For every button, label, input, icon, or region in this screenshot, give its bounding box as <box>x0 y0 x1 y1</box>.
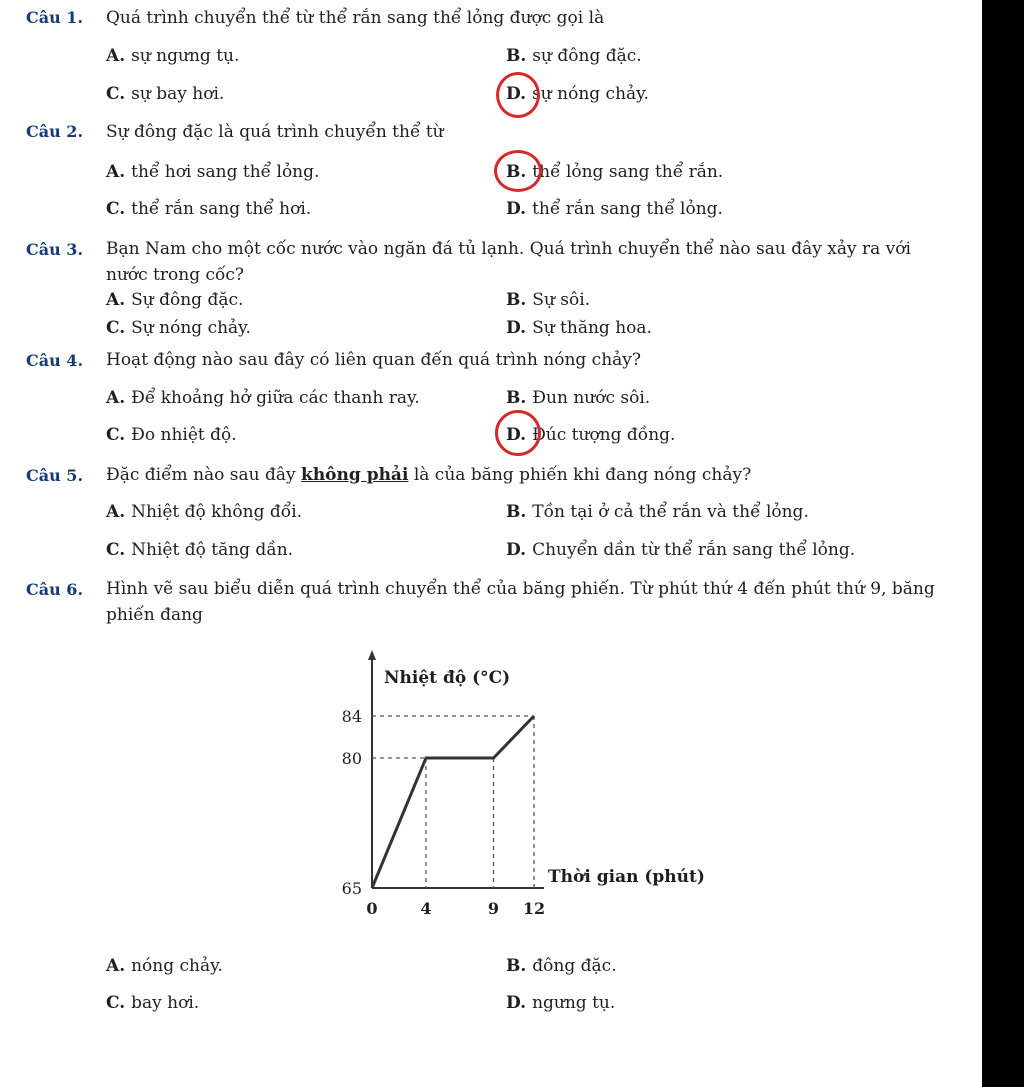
x-tick-label: 0 <box>366 899 378 918</box>
question-5-option-d: D. Chuyển dần từ thể rắn sang thể lỏng. <box>506 540 856 560</box>
question-2-option-a: A. thể hơi sang thể lỏng. <box>106 162 320 182</box>
question-2-option-c: C. thể rắn sang thể hơi. <box>106 199 312 219</box>
question-6-option-d: D. ngưng tụ. <box>506 993 616 1013</box>
question-6-option-b: B. đông đặc. <box>506 956 617 976</box>
phase-change-chart <box>320 648 740 933</box>
question-3-text: Bạn Nam cho một cốc nước vào ngăn đá tủ lạnh. Quá trình chuyển thể nào sau đây xảy ra với nước trong cốc? <box>106 239 911 285</box>
question-5-emphasis: không phải <box>301 465 409 485</box>
question-1-option-d: D. sự nóng chảy. <box>506 84 649 104</box>
question-5-option-b: B. Tồn tại ở cả thể rắn và thể lỏng. <box>506 502 809 522</box>
question-1-option-b: B. sự đông đặc. <box>506 46 642 66</box>
x-tick-label: 12 <box>522 899 546 918</box>
question-1-text: Quá trình chuyển thể từ thể rắn sang thể lỏng được gọi là <box>106 8 605 28</box>
x-tick-label: 4 <box>420 899 432 918</box>
question-3-option-a: A. Sự đông đặc. <box>106 290 244 310</box>
temperature-series-line <box>372 716 534 888</box>
question-3-option-c: C. Sự nóng chảy. <box>106 318 251 338</box>
question-5-option-a: A. Nhiệt độ không đổi. <box>106 502 303 522</box>
question-1-option-a: A. sự ngưng tụ. <box>106 46 240 66</box>
question-3-option-d: D. Sự thăng hoa. <box>506 318 652 338</box>
y-tick-label: 65 <box>341 879 362 898</box>
question-2-option-b: B. thể lỏng sang thể rắn. <box>506 162 724 182</box>
answer-circle-q4 <box>495 410 541 456</box>
question-6-label: Câu 6. <box>26 580 84 599</box>
question-6-option-a: A. nóng chảy. <box>106 956 223 976</box>
question-1-option-c: C. sự bay hơi. <box>106 84 225 104</box>
question-1-label: Câu 1. <box>26 8 84 27</box>
question-4-option-b: B. Đun nước sôi. <box>506 388 651 408</box>
y-axis-title: Nhiệt độ (°C) <box>384 668 511 688</box>
answer-circle-q1 <box>496 72 540 118</box>
question-6-text: Hình vẽ sau biểu diễn quá trình chuyển thể của băng phiến. Từ phút thứ 4 đến phút thứ 9, băng phiến đang <box>106 579 935 625</box>
y-axis-arrow-icon <box>368 650 376 660</box>
question-5-option-c: C. Nhiệt độ tăng dần. <box>106 540 294 560</box>
question-4-label: Câu 4. <box>26 351 84 370</box>
x-tick-label: 9 <box>487 899 500 918</box>
question-4-text: Hoạt động nào sau đây có liên quan đến quá trình nóng chảy? <box>106 350 642 370</box>
question-4-option-c: C. Đo nhiệt độ. <box>106 425 237 445</box>
question-4-option-a: A. Để khoảng hở giữa các thanh ray. <box>106 388 420 408</box>
question-3-label: Câu 3. <box>26 240 84 259</box>
question-6-option-c: C. bay hơi. <box>106 993 200 1013</box>
question-4-option-d: D. Đúc tượng đồng. <box>506 425 676 445</box>
question-5-label: Câu 5. <box>26 466 84 485</box>
y-tick-label: 80 <box>341 749 362 768</box>
question-2-text: Sự đông đặc là quá trình chuyển thể từ <box>106 122 444 142</box>
y-tick-label: 84 <box>341 707 362 726</box>
answer-circle-q2 <box>494 150 542 192</box>
x-axis-title: Thời gian (phút) <box>548 867 705 887</box>
question-2-label: Câu 2. <box>26 122 84 141</box>
question-5-text: Đặc điểm nào sau đây không phải là của băng phiến khi đang nóng chảy? <box>106 465 752 485</box>
question-3-option-b: B. Sự sôi. <box>506 290 591 310</box>
question-2-option-d: D. thể rắn sang thể lỏng. <box>506 199 723 219</box>
